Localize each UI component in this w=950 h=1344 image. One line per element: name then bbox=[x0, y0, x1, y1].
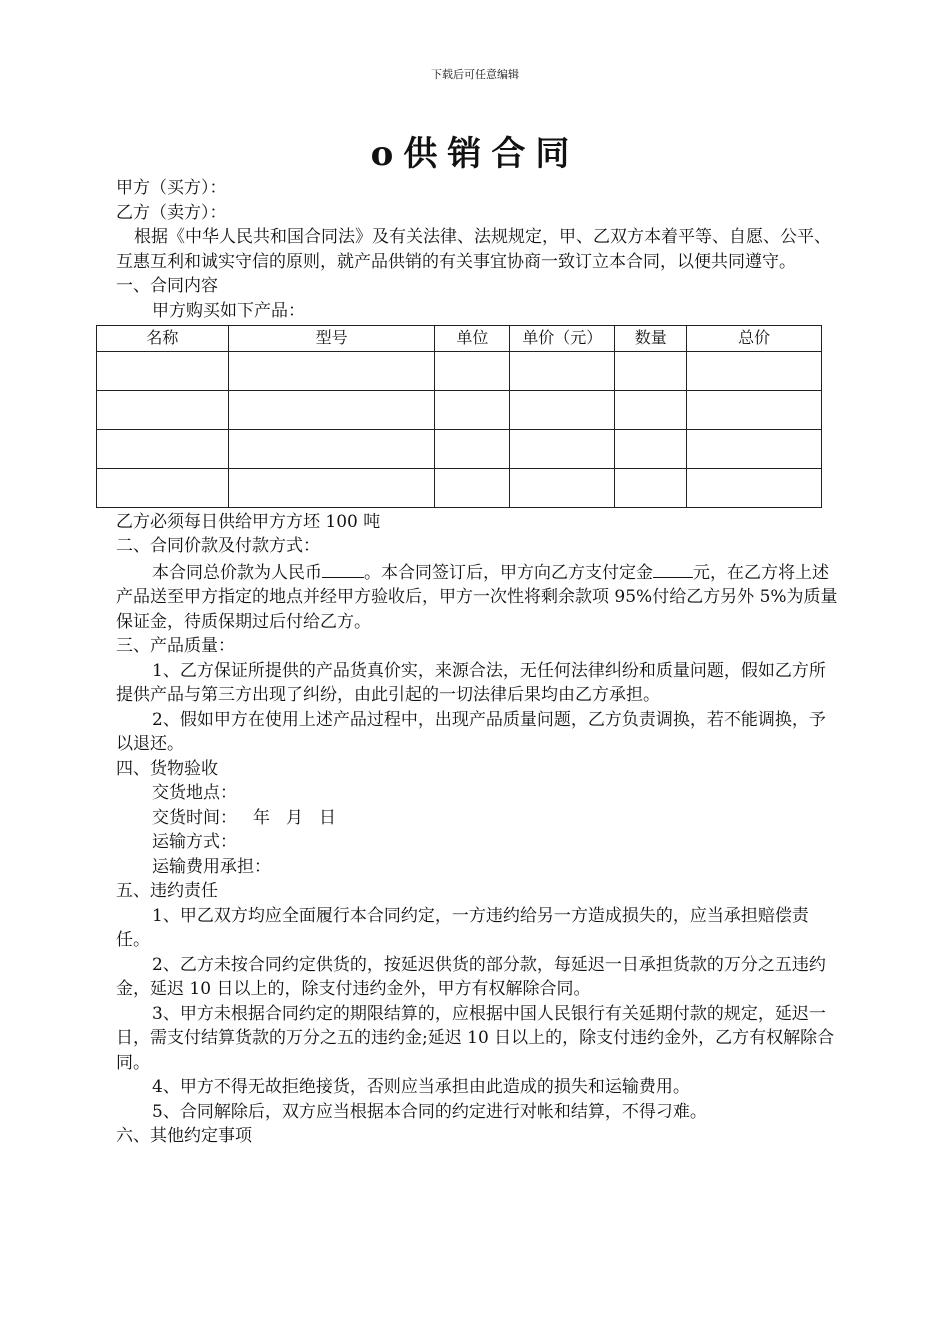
table-header-row bbox=[97, 326, 822, 352]
delivery-time-label: 交货时间： bbox=[152, 807, 237, 828]
contract-body bbox=[116, 176, 838, 1149]
col-header-name: 名称 bbox=[97, 326, 229, 352]
table-cell bbox=[97, 429, 229, 468]
table-cell bbox=[97, 468, 229, 507]
section-5-item-5: 5、合同解除后，双方应当根据本合同的约定进行对帐和结算，不得刁难。 bbox=[152, 1101, 707, 1122]
delivery-month: 月 bbox=[286, 807, 303, 828]
section-3-title: 三、产品质量： bbox=[116, 636, 235, 656]
table-cell bbox=[435, 351, 510, 390]
price-text-c: 元，在乙方将上述产品送至甲方指定的地点并经甲方验收后，甲方一次性将剩余款项 95%付给乙方另外 5%为质量保证金，待质保期过后付给乙方。 bbox=[116, 562, 838, 632]
table-row bbox=[97, 390, 822, 429]
table-cell bbox=[687, 429, 822, 468]
col-header-total: 总价 bbox=[687, 326, 822, 352]
col-header-unit: 单位 bbox=[435, 326, 510, 352]
section-5-title: 五、违约责任 bbox=[116, 881, 218, 901]
table-cell bbox=[97, 351, 229, 390]
header-note: 下载后可任意编辑 bbox=[431, 68, 519, 81]
section-2-paragraph bbox=[116, 559, 838, 635]
table-cell bbox=[687, 390, 822, 429]
delivery-time-line bbox=[116, 806, 838, 831]
section-5-item-1: 1、甲乙双方均应全面履行本合同约定，一方违约给另一方造成损失的，应当承担赔偿责任。 bbox=[116, 905, 809, 950]
delivery-day: 日 bbox=[319, 807, 336, 828]
section-2-title: 二、合同价款及付款方式： bbox=[116, 536, 320, 556]
price-text-b: 。本合同签订后，甲方向乙方支付定金 bbox=[364, 562, 653, 583]
table-cell bbox=[510, 351, 615, 390]
party-b-line: 乙方（卖方）： bbox=[116, 202, 227, 223]
section-5-item-3: 3、甲方未根据合同约定的期限结算的，应根据中国人民银行有关延期付款的规定，延迟一日，需支付结算货款的万分之五的违约金;延迟 10 日以上的，除支付违约金外，乙方有权解除合同。 bbox=[116, 1003, 835, 1073]
product-table bbox=[96, 325, 822, 508]
table-cell bbox=[687, 468, 822, 507]
col-header-unit-price: 单价（元） bbox=[510, 326, 615, 352]
table-row bbox=[97, 429, 822, 468]
section-5-item-4: 4、甲方不得无故拒绝接货，否则应当承担由此造成的损失和运输费用。 bbox=[152, 1077, 690, 1097]
table-cell bbox=[510, 468, 615, 507]
table-cell bbox=[615, 351, 687, 390]
col-header-model: 型号 bbox=[228, 326, 435, 352]
table-cell bbox=[435, 390, 510, 429]
table-cell bbox=[615, 390, 687, 429]
table-cell bbox=[510, 390, 615, 429]
section-1-lead: 甲方购买如下产品： bbox=[152, 300, 305, 321]
section-5-item-2: 2、乙方未按合同约定供货的，按延迟供货的部分款，每延迟一日承担货款的万分之五违约金，延迟 10 日以上的，除支付违约金外，甲方有权解除合同。 bbox=[116, 954, 826, 999]
table-cell bbox=[228, 390, 435, 429]
table-cell bbox=[435, 468, 510, 507]
table-cell bbox=[228, 468, 435, 507]
intro-paragraph: 根据《中华人民共和国合同法》及有关法律、法规规定，甲、乙双方本着平等、自愿、公平、互惠互利和诚实守信的原则，就产品供销的有关事宜协商一致订立本合同，以便共同遵守。 bbox=[116, 227, 831, 272]
table-cell bbox=[228, 351, 435, 390]
col-header-quantity: 数量 bbox=[615, 326, 687, 352]
section-4-title: 四、货物验收 bbox=[116, 758, 218, 779]
table-cell bbox=[435, 429, 510, 468]
delivery-place-line: 交货地点： bbox=[152, 783, 237, 803]
table-cell bbox=[615, 429, 687, 468]
section-3-item-2: 2、假如甲方在使用上述产品过程中，出现产品质量问题，乙方负责调换，若不能调换，予以退还。 bbox=[116, 709, 826, 754]
transport-fee-line: 运输费用承担： bbox=[152, 856, 271, 877]
deposit-blank bbox=[653, 559, 693, 578]
price-text-a: 本合同总价款为人民币 bbox=[152, 562, 322, 583]
delivery-year: 年 bbox=[253, 807, 270, 828]
total-price-blank bbox=[322, 559, 364, 578]
table-cell bbox=[97, 390, 229, 429]
document-title: o供销合同 bbox=[370, 134, 580, 174]
transport-mode-line: 运输方式： bbox=[152, 832, 237, 852]
table-row bbox=[97, 468, 822, 507]
section-1-after-note: 乙方必须每日供给甲方方坯 100 吨 bbox=[116, 511, 381, 532]
table-cell bbox=[228, 429, 435, 468]
section-3-item-1: 1、乙方保证所提供的产品货真价实，来源合法，无任何法律纠纷和质量问题，假如乙方所提供产品与第三方出现了纠纷，由此引起的一切法律后果均由乙方承担。 bbox=[116, 660, 826, 705]
table-cell bbox=[510, 429, 615, 468]
party-a-line: 甲方（买方）： bbox=[116, 178, 227, 198]
table-row bbox=[97, 351, 822, 390]
table-cell bbox=[687, 351, 822, 390]
table-cell bbox=[615, 468, 687, 507]
section-1-title: 一、合同内容 bbox=[116, 276, 218, 296]
section-6-title: 六、其他约定事项 bbox=[116, 1126, 252, 1146]
